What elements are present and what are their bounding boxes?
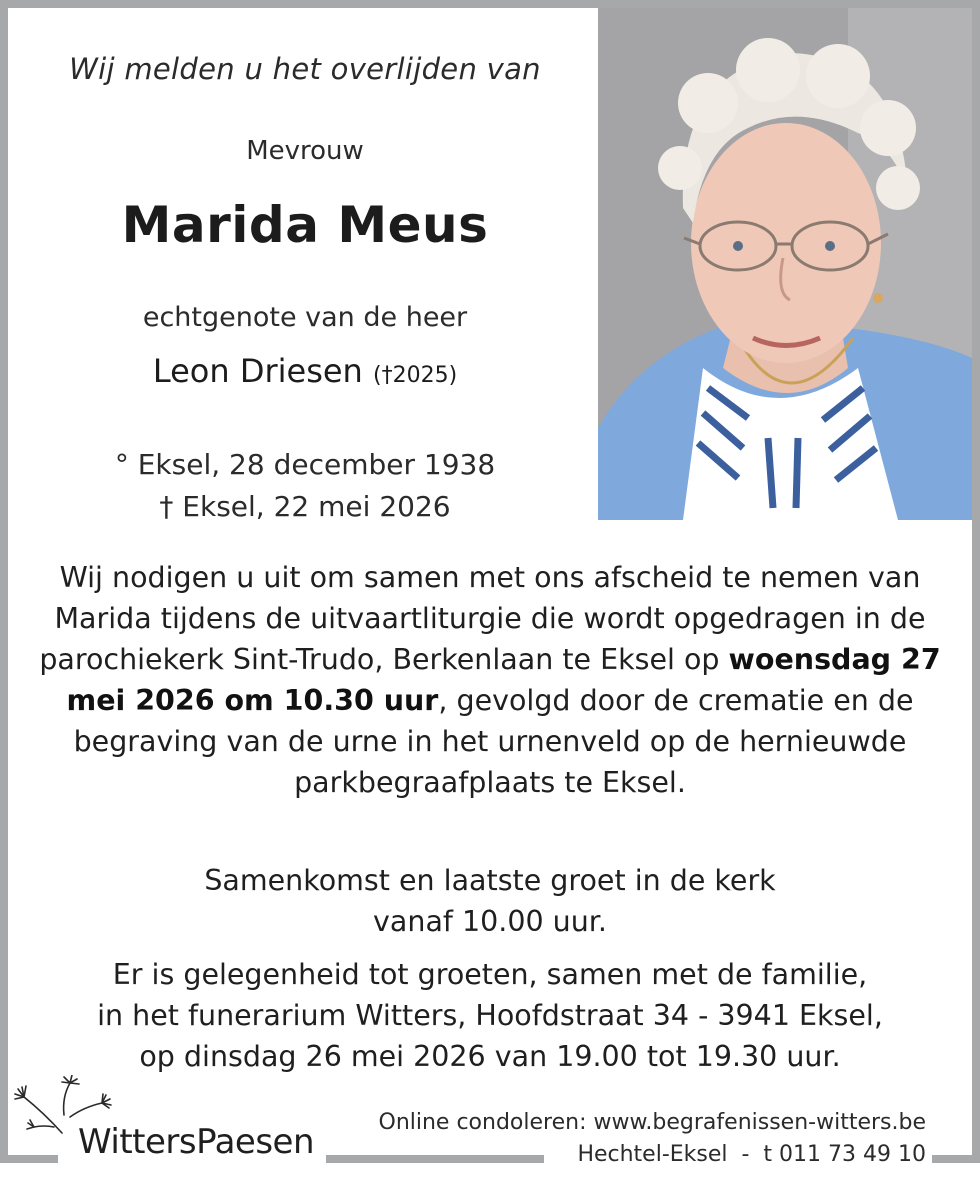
invitation-date-time: woensdag 27 mei 2026 om 10.30 uur xyxy=(66,643,941,717)
intro-text: Wij melden u het overlijden van xyxy=(69,52,541,86)
invitation-text-end: , gevolgd door de crematie en de begraving van de urne in het urnenveld op de hernieuwde parkbegraafplaats te Eksel. xyxy=(73,684,914,799)
visitation-line-1: Er is gelegenheid tot groeten, samen met de familie, xyxy=(112,958,868,991)
relation-text: echtgenote van de heer xyxy=(142,302,468,333)
frame-top-border xyxy=(0,0,980,8)
spouse-died: (†2025) xyxy=(373,363,458,388)
gathering-paragraph xyxy=(8,860,972,942)
invitation-text-start: Wij nodigen u uit om samen met ons afscheid te nemen van Marida tijdens de uitvaartliturgie die wordt opgedragen in de parochiekerk Sint-Trudo, Berkenlaan te Eksel op xyxy=(39,561,926,676)
gathering-line-2: vanaf 10.00 uur. xyxy=(373,905,607,938)
gathering-line-1: Samenkomst en laatste groet in de kerk xyxy=(204,864,776,897)
portrait-photo xyxy=(598,8,972,520)
visitation-paragraph xyxy=(8,954,972,1077)
spouse xyxy=(8,352,602,390)
online-condolence: Online condoleren: www.begrafenissen-witters.be xyxy=(378,1110,926,1135)
birth-line: ° Eksel, 28 december 1938 xyxy=(114,448,496,481)
contact-phone: Hechtel-Eksel - t 011 73 49 10 xyxy=(577,1142,926,1167)
death-line: † Eksel, 22 mei 2026 xyxy=(159,490,451,523)
logo-text: WittersPaesen xyxy=(78,1122,314,1162)
visitation-line-2: in het funerarium Witters, Hoofdstraat 34 - 3941 Eksel, xyxy=(97,999,883,1032)
frame-right-border xyxy=(972,0,980,1160)
frame-bottom-right-border xyxy=(932,1155,980,1163)
salutation: Mevrouw xyxy=(246,136,364,166)
frame-left-border xyxy=(0,0,8,1160)
spouse-name: Leon Driesen xyxy=(152,352,363,390)
deceased-name: Marida Meus xyxy=(121,196,489,254)
invitation-paragraph xyxy=(8,557,972,803)
visitation-line-3: op dinsdag 26 mei 2026 van 19.00 tot 19.30 uur. xyxy=(139,1040,841,1073)
portrait-illustration xyxy=(598,8,972,520)
